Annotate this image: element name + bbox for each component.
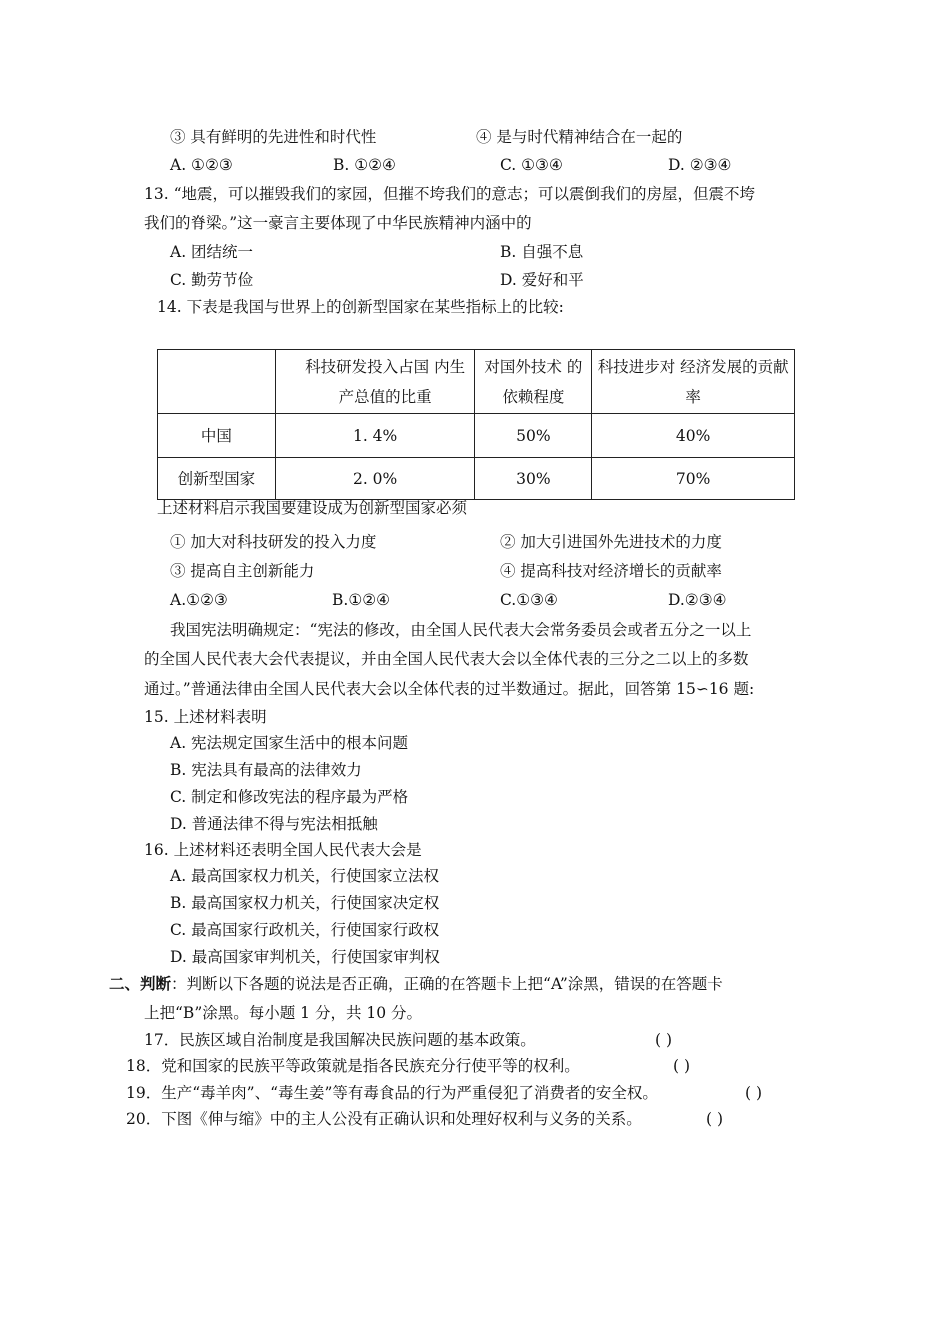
section-2-instructions-line-2: 上把“B”涂黑。每小题 1 分，共 10 分。 xyxy=(144,1004,423,1022)
header-rd-investment: 科技研发投入占国 内生产总值的比重 xyxy=(305,357,466,406)
table-header-row xyxy=(158,350,795,414)
q16-option-c: C. 最高国家行政机关，行使国家行政权 xyxy=(170,921,440,939)
q13-option-c: C. 勤劳节俭 xyxy=(170,271,254,289)
table-cell: 30% xyxy=(475,458,592,500)
table-cell: 2. 0% xyxy=(275,458,475,500)
q16-option-b: B. 最高国家权力机关，行使国家决定权 xyxy=(170,894,440,912)
q15-option-d: D. 普通法律不得与宪法相抵触 xyxy=(170,815,378,833)
table-row xyxy=(158,458,795,500)
q14-statement-2: ② 加大引进国外先进技术的力度 xyxy=(500,533,722,551)
q13-option-b: B. 自强不息 xyxy=(500,243,584,261)
table-cell: 50% xyxy=(475,414,592,458)
judge-item-20: 20．下图《伸与缩》中的主人公没有正确认识和处理好权利与义务的关系。 xyxy=(126,1110,642,1128)
section-2-instructions-text: ：判断以下各题的说法是否正确，正确的在答题卡上把“A”涂黑，错误的在答题卡 xyxy=(171,975,723,993)
table-cell: 1. 4% xyxy=(275,414,475,458)
header-foreign-dependence: 对国外技术 的依赖程度 xyxy=(484,357,583,406)
q14-option-c: C.①③④ xyxy=(500,591,558,609)
q16-option-a: A. 最高国家权力机关，行使国家立法权 xyxy=(170,867,440,885)
judge-answer-19[interactable]: ( ) xyxy=(745,1084,763,1102)
q15-option-c: C. 制定和修改宪法的程序最为严格 xyxy=(170,788,409,806)
q13-stem-line-2: 我们的脊梁。”这一豪言主要体现了中华民族精神内涵中的 xyxy=(144,214,532,232)
table-header-cell xyxy=(475,350,592,414)
header-contribution-rate: 科技进步对 经济发展的贡献率 xyxy=(597,357,789,406)
q13-stem-line-1: 13. “地震，可以摧毁我们的家园，但摧不垮我们的意志；可以震倒我们的房屋，但震不垮 xyxy=(144,185,756,203)
table-cell: 70% xyxy=(592,458,795,500)
table-cell: 40% xyxy=(592,414,795,458)
table-header-cell xyxy=(592,350,795,414)
section-2-heading: 二、判断 xyxy=(109,974,172,993)
q13-option-a: A. 团结统一 xyxy=(170,243,254,261)
material-line-2: 的全国人民代表大会代表提议，并由全国人民代表大会以全体代表的三分之二以上的多数 xyxy=(144,650,749,668)
q12-statement-3: ③ 具有鲜明的先进性和时代性 xyxy=(170,128,377,146)
judge-answer-17[interactable]: ( ) xyxy=(655,1031,673,1049)
q16-stem: 16. 上述材料还表明全国人民代表大会是 xyxy=(144,841,422,859)
q12-statement-4: ④ 是与时代精神结合在一起的 xyxy=(476,128,683,146)
q14-option-a: A.①②③ xyxy=(170,591,228,609)
q12-option-c: C. ①③④ xyxy=(500,156,563,174)
judge-item-19: 19．生产“毒羊肉”、“毒生姜”等有毒食品的行为严重侵犯了消费者的安全权。 xyxy=(126,1084,658,1102)
q14-after-text: 上述材料启示我国要建设成为创新型国家必须 xyxy=(157,499,468,517)
q15-option-a: A. 宪法规定国家生活中的根本问题 xyxy=(170,734,409,752)
q13-option-d: D. 爱好和平 xyxy=(500,271,584,289)
q12-option-d: D. ②③④ xyxy=(668,156,732,174)
q14-statement-3: ③ 提高自主创新能力 xyxy=(170,562,315,580)
table-cell: 创新型国家 xyxy=(158,458,276,500)
material-line-1: 我国宪法明确规定：“宪法的修改，由全国人民代表大会常务委员会或者五分之一以上 xyxy=(170,621,752,639)
table-cell: 中国 xyxy=(158,414,276,458)
q14-intro: 14. 下表是我国与世界上的创新型国家在某些指标上的比较: xyxy=(157,298,564,316)
q14-option-d: D.②③④ xyxy=(668,591,727,609)
q15-option-b: B. 宪法具有最高的法律效力 xyxy=(170,761,362,779)
judge-item-18: 18．党和国家的民族平等政策就是指各民族充分行使平等的权利。 xyxy=(126,1057,580,1075)
table-row xyxy=(158,414,795,458)
table-header-cell xyxy=(275,350,475,414)
q14-statement-1: ① 加大对科技研发的投入力度 xyxy=(170,533,377,551)
material-line-3: 通过。”普通法律由全国人民代表大会以全体代表的过半数通过。据此，回答第 15∽16 题: xyxy=(144,680,755,698)
judge-answer-18[interactable]: ( ) xyxy=(673,1057,691,1075)
table-header-cell xyxy=(158,350,276,414)
q15-stem: 15. 上述材料表明 xyxy=(144,708,267,726)
q14-option-b: B.①②④ xyxy=(332,591,391,609)
comparison-table xyxy=(157,349,795,500)
q12-option-b: B. ①②④ xyxy=(333,156,396,174)
q16-option-d: D. 最高国家审判机关，行使国家审判权 xyxy=(170,948,440,966)
q12-option-a: A. ①②③ xyxy=(170,156,233,174)
judge-answer-20[interactable]: ( ) xyxy=(706,1110,724,1128)
q14-statement-4: ④ 提高科技对经济增长的贡献率 xyxy=(500,562,722,580)
section-2-instructions-line-1 xyxy=(109,974,723,994)
judge-item-17: 17．民族区域自治制度是我国解决民族问题的基本政策。 xyxy=(144,1031,536,1049)
